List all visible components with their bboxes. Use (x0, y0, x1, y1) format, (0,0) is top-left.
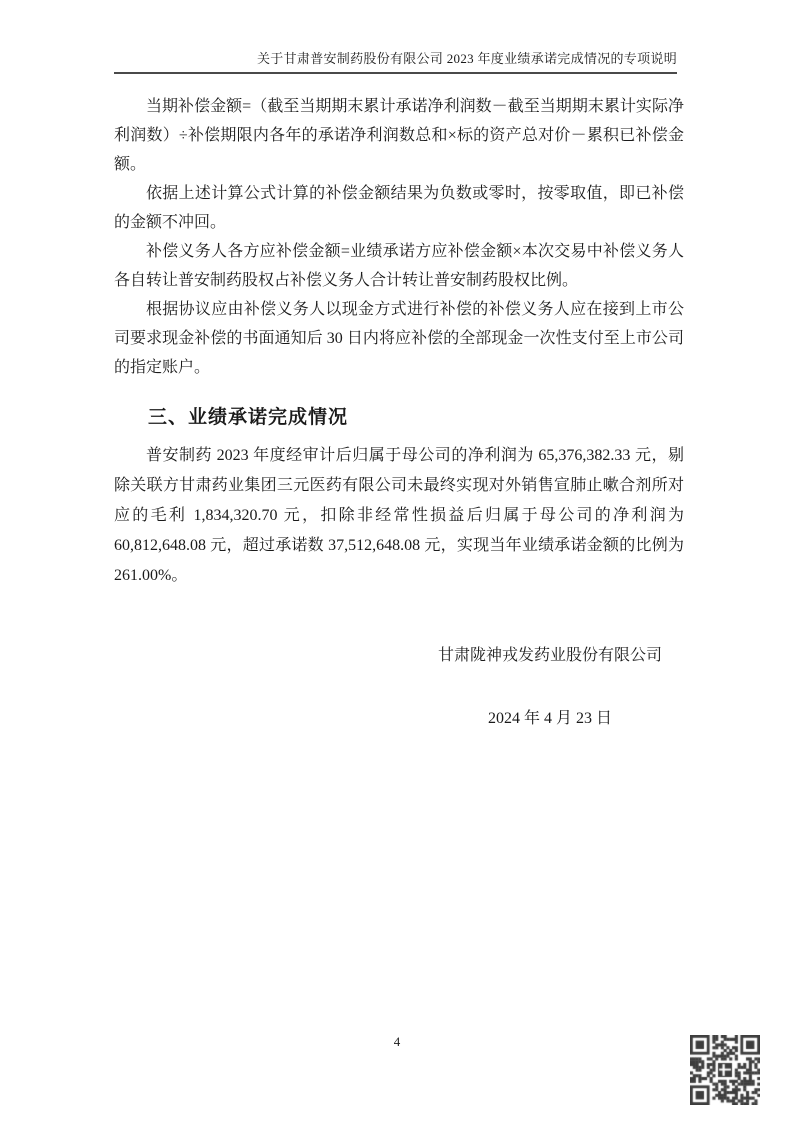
body-text-block (114, 92, 684, 382)
page-number: 4 (393, 1034, 401, 1049)
header-rule (114, 72, 677, 74)
page-header-title: 关于甘肃普安制药股份有限公司 2023 年度业绩承诺完成情况的专项说明 (257, 51, 677, 66)
paragraph-cash-payment-rule: 根据协议应由补偿义务人以现金方式进行补偿的补偿义务人应在接到上市公司要求现金补偿的书面通知后 30 日内将应补偿的全部现金一次性支付至上市公司的指定账户。 (114, 301, 684, 376)
paragraph-obligor-share-formula: 补偿义务人各方应补偿金额=业绩承诺方应补偿金额×本次交易中补偿义务人各自转让普安制药股权占补偿义务人合计转让普安制药股权比例。 (114, 243, 684, 289)
paragraph-performance-results: 普安制药 2023 年度经审计后归属于母公司的净利润为 65,376,382.33 元，剔除关联方甘肃药业集团三元医药有限公司未最终实现对外销售宣肺止嗽合剂所对应的毛利 1,834,320.70 元，扣除非经常性损益后归属于母公司的净利润为 60,812,648.08 元，超过承诺数 37,512,648.08 元，实现当年业绩承诺金额的比例为 261.00%。 (114, 447, 684, 584)
qr-code-icon (690, 1035, 760, 1105)
signature-company-name: 甘肃陇神戎发药业股份有限公司 (437, 647, 662, 664)
paragraph-zero-value-rule: 依据上述计算公式计算的补偿金额结果为负数或零时，按零取值，即已补偿的金额不冲回。 (114, 185, 684, 231)
signature-date: 2024 年 4 月 23 日 (487, 710, 612, 727)
paragraph-compensation-formula: 当期补偿金额=（截至当期期末累计承诺净利润数－截至当期期末累计实际净利润数）÷补偿期限内各年的承诺净利润数总和×标的资产总对价－累积已补偿金额。 (114, 98, 684, 173)
section-text-block (114, 441, 684, 591)
section-heading-performance-commitment: 三、业绩承诺完成情况 (148, 407, 349, 428)
